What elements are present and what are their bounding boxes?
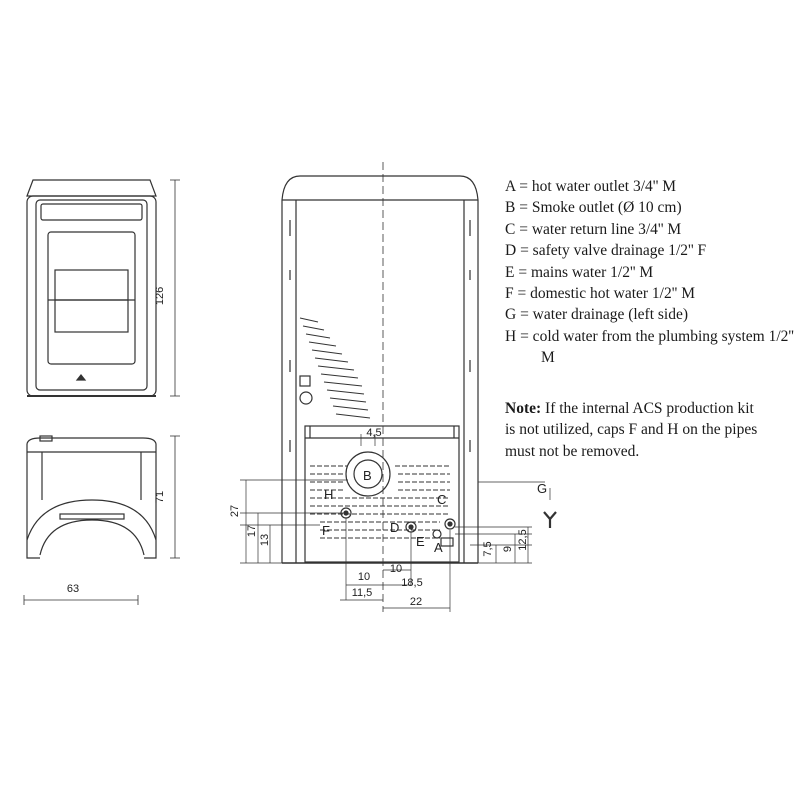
note-text: If the internal ACS production kit is not utilized, caps F and H on the pipes must not be removed. — [505, 400, 758, 460]
dim-17: 17 — [246, 524, 258, 538]
installation-note — [505, 398, 767, 462]
dim-9: 9 — [502, 545, 514, 553]
label-h: H — [324, 487, 334, 502]
dim-7-5: 7,5 — [482, 541, 494, 557]
label-f: F — [322, 523, 330, 538]
dim-11-5: 11,5 — [351, 587, 373, 599]
rear-view-drawing — [282, 176, 478, 563]
dim-63: 63 — [66, 583, 80, 595]
label-c: C — [437, 492, 447, 507]
label-d: D — [390, 520, 400, 535]
label-g: G — [537, 481, 548, 496]
dim-22: 22 — [409, 596, 423, 608]
label-b: B — [363, 468, 372, 483]
front-view-drawing — [27, 180, 156, 396]
label-a: A — [434, 540, 443, 555]
dim-126: 126 — [154, 286, 166, 306]
legend-item-b: B = Smoke outlet (Ø 10 cm) — [505, 199, 682, 217]
top-view-drawing — [27, 436, 156, 558]
label-e: E — [416, 534, 425, 549]
dim-10b: 10 — [389, 563, 403, 575]
dim-71: 71 — [154, 490, 166, 504]
legend-item-a: A = hot water outlet 3/4'' M — [505, 178, 677, 195]
legend-item-d: D = safety valve drainage 1/2'' F — [505, 242, 707, 260]
dim-10a: 10 — [357, 571, 371, 583]
dim-27: 27 — [229, 504, 241, 518]
legend-item-g: G = water drainage (left side) — [505, 306, 689, 324]
note-label: Note: — [505, 400, 542, 417]
dim-13: 13 — [259, 533, 271, 547]
legend-item-e: E = mains water 1/2'' M — [505, 263, 654, 281]
legend-item-c: C = water return line 3/4'' M — [505, 220, 682, 238]
dim-4-5: 4,5 — [366, 427, 382, 439]
legend-item-h: H = cold water from the plumbing system 1/2'' M — [505, 327, 794, 367]
dim-18-5: 18,5 — [401, 577, 423, 589]
dim-12-5: 12,5 — [517, 529, 529, 551]
legend-item-f: F = domestic hot water 1/2'' M — [505, 285, 695, 303]
connection-legend — [505, 176, 795, 369]
